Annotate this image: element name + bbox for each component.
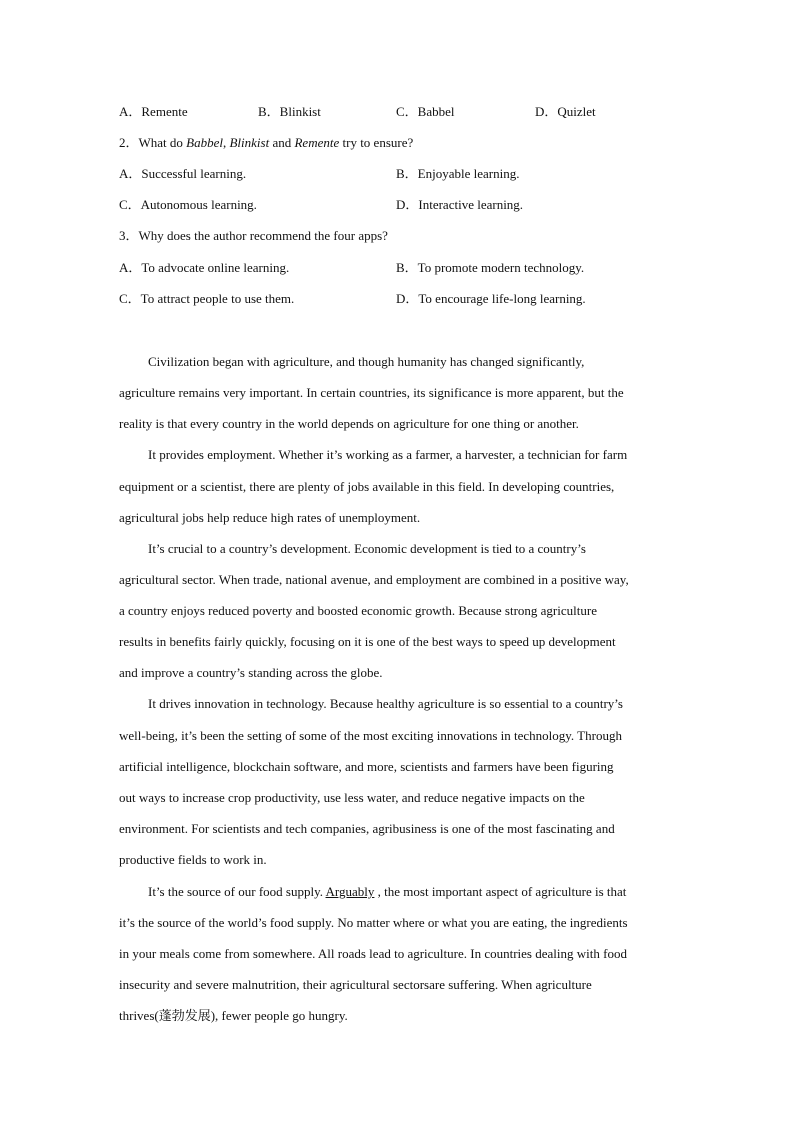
- passage-line: results in benefits fairly quickly, focusing on it is one of the best ways to speed up development: [119, 634, 616, 649]
- passage-line: agricultural jobs help reduce high rates of unemployment.: [119, 510, 421, 525]
- q1-option-b: B．Blinkist: [258, 104, 321, 119]
- passage-line: [148, 882, 679, 902]
- passage-line: it’s the source of the world’s food supply. No matter where or what you are eating, the ingredients: [119, 915, 628, 930]
- q1-option-a: A．Remente: [119, 104, 188, 119]
- q3-options-row-2: [119, 289, 679, 309]
- p5-suffix: , the most important aspect of agriculture is that: [374, 884, 627, 899]
- passage-line: out ways to increase crop productivity, use less water, and reduce negative impacts on the: [119, 790, 585, 805]
- passage-line: insecurity and severe malnutrition, their agricultural sectorsare suffering. When agriculture: [119, 977, 592, 992]
- passage-line: in your meals come from somewhere. All roads lead to agriculture. In countries dealing with food: [119, 946, 627, 961]
- q3-option-b: B．To promote modern technology.: [396, 260, 585, 275]
- q2-comma: ,: [222, 135, 230, 150]
- q2-question: [119, 133, 679, 153]
- q3-options-row-1: [119, 258, 679, 278]
- q2-option-b: B．Enjoyable learning.: [396, 166, 520, 181]
- passage-line: environment. For scientists and tech companies, agribusiness is one of the most fascinating and: [119, 821, 615, 836]
- passage-line: thrives(蓬勃发展), fewer people go hungry.: [119, 1008, 348, 1023]
- passage-line: It provides employment. Whether it’s working as a farmer, a harvester, a technician for farm: [148, 447, 628, 462]
- q2-app-remente: Remente: [294, 135, 340, 150]
- underlined-word-arguably: Arguably: [325, 884, 375, 899]
- q2-and: and: [269, 135, 295, 150]
- q1-option-d: D．Quizlet: [535, 104, 596, 119]
- q3-question: 3．Why does the author recommend the four apps?: [119, 228, 388, 243]
- q2-app-babbel: Babbel: [186, 135, 223, 150]
- passage-line: It drives innovation in technology. Because healthy agriculture is so essential to a country’s: [148, 696, 623, 711]
- q2-app-blinkist: Blinkist: [229, 135, 270, 150]
- passage-line: equipment or a scientist, there are plenty of jobs available in this field. In developing countries,: [119, 479, 615, 494]
- passage-line: a country enjoys reduced poverty and boosted economic growth. Because strong agriculture: [119, 603, 597, 618]
- q2-options-row-2: [119, 195, 679, 215]
- passage-line: well-being, it’s been the setting of some of the most exciting innovations in technology. Through: [119, 728, 622, 743]
- passage-line: productive fields to work in.: [119, 852, 267, 867]
- p5-prefix: It’s the source of our food supply.: [148, 884, 326, 899]
- q1-option-c: C．Babbel: [396, 104, 455, 119]
- passage-line: Civilization began with agriculture, and though humanity has changed significantly,: [148, 354, 585, 369]
- q2-option-d: D．Interactive learning.: [396, 197, 524, 212]
- passage-line: agriculture remains very important. In certain countries, its significance is more apparent, but the: [119, 385, 624, 400]
- q2-question-suffix: try to ensure?: [339, 135, 414, 150]
- q2-options-row-1: [119, 164, 679, 184]
- q2-question-prefix: 2．What do: [119, 135, 187, 150]
- passage-line: artificial intelligence, blockchain software, and more, scientists and farmers have been figuring: [119, 759, 614, 774]
- passage-line: It’s crucial to a country’s development. Economic development is tied to a country’s: [148, 541, 586, 556]
- passage-line: reality is that every country in the world depends on agriculture for one thing or another.: [119, 416, 579, 431]
- q3-option-a: A．To advocate online learning.: [119, 260, 290, 275]
- q1-options: [119, 102, 679, 122]
- q3-option-c: C．To attract people to use them.: [119, 291, 295, 306]
- q3-option-d: D．To encourage life-long learning.: [396, 291, 586, 306]
- q2-option-c: C．Autonomous learning.: [119, 197, 257, 212]
- q2-option-a: A．Successful learning.: [119, 166, 247, 181]
- passage-line: agricultural sector. When trade, national avenue, and employment are combined in a positive way,: [119, 572, 629, 587]
- passage-line: and improve a country’s standing across the globe.: [119, 665, 383, 680]
